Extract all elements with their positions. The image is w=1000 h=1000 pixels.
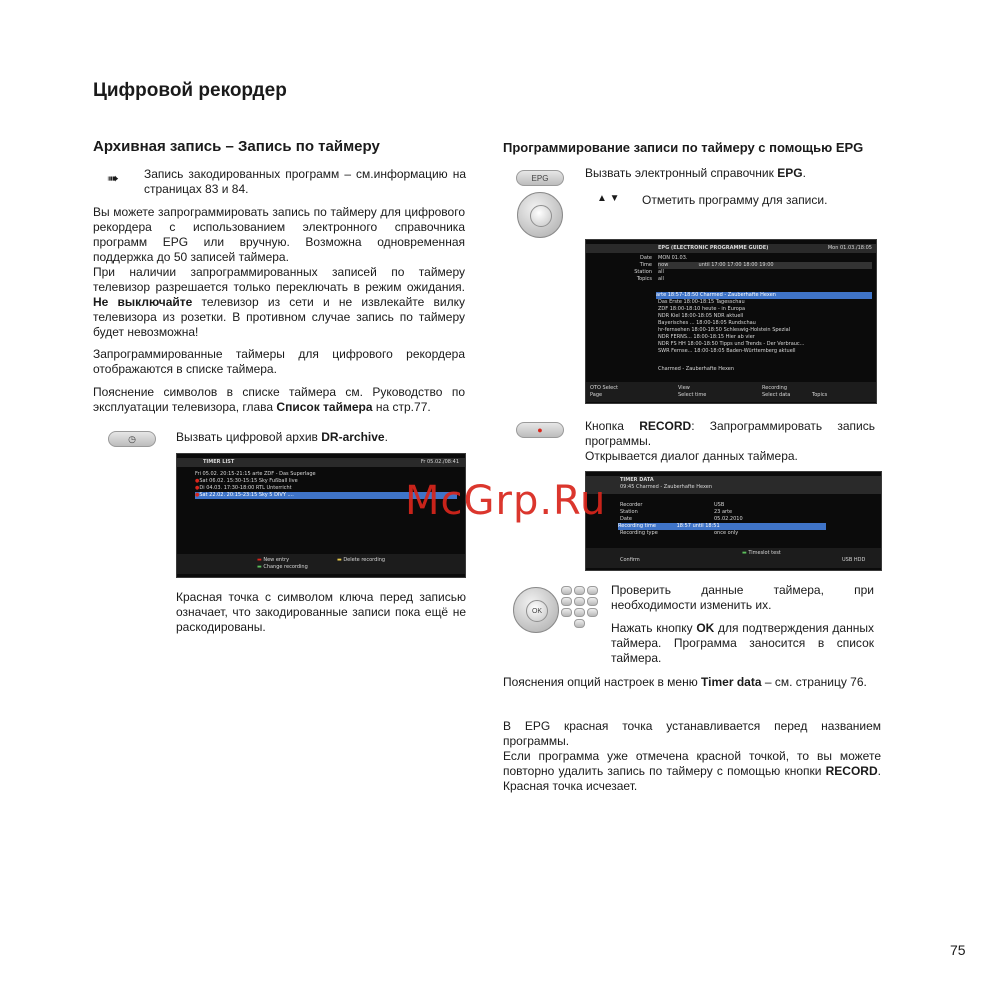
arrow-up-down-icon: ▲ ▼ xyxy=(597,193,620,204)
epg-value-topics[interactable]: all xyxy=(658,276,664,282)
epg-label-date: Date xyxy=(640,255,652,261)
clock-icon: ◷ xyxy=(128,433,136,444)
epg-label-topics: Topics xyxy=(636,276,652,282)
footer-new-entry: ▬ New entry xyxy=(257,557,290,563)
epg-label-station: Station xyxy=(634,269,652,275)
timer-data-label: Station xyxy=(620,509,638,515)
page-number: 75 xyxy=(950,942,966,958)
footer-change: ▬ Change recording xyxy=(257,564,308,570)
epg-footer-page: Page xyxy=(590,392,603,398)
epg-row[interactable]: hr-fernsehen 18:00-18:50 Schleswig-Holstein Spezial xyxy=(658,327,791,333)
record-instruction: Кнопка RECORD: Запрограммировать запись программы. xyxy=(585,419,876,448)
epg-summary: Charmed - Zauberhafte Hexen xyxy=(658,366,735,372)
timer-data-footer-device: USB HDD xyxy=(842,557,866,563)
epg-row[interactable]: ZDF 18:00-18:10 heute - in Europa xyxy=(658,306,746,312)
table-row-selected[interactable]: ●Sat 22.02. 20:15-23:15 Sky 5 DIVY .... xyxy=(195,492,457,499)
final-note-1: В EPG красная точка устанавливается перед названием программы. xyxy=(503,719,881,748)
final-note-2: Если программа уже отмечена красной точкой, то вы можете повторно удалить запись по таймеру с помощью кнопки RECORD. Красная точка исчезает. xyxy=(503,749,881,793)
epg-label-time: Time xyxy=(639,262,652,268)
timer-list-clock: Fr 05.02./08:41 xyxy=(420,459,459,465)
ok-navigation-pad[interactable] xyxy=(513,587,559,633)
archive-instruction: Вызвать цифровой архив DR-archive. xyxy=(176,430,388,444)
epg-row[interactable]: NDR FERNS... 18:00-18:15 Hier ab vier xyxy=(658,334,755,340)
timer-data-value[interactable]: once only xyxy=(714,530,739,536)
timer-data-label: Date xyxy=(620,516,632,522)
record-dialog-note: Открывается диалог данных таймера. xyxy=(585,449,798,463)
epg-row[interactable]: SWR Fernse... 18:00-18:05 Baden-Württemberg aktuell xyxy=(658,348,796,354)
timer-data-value[interactable]: USB xyxy=(714,502,725,508)
number-keypad[interactable] xyxy=(561,586,598,628)
check-instruction: Проверить данные таймера, при необходимости изменить их. xyxy=(611,583,874,612)
timer-data-row-selected[interactable]: Recording time 18:57 until 18:51 xyxy=(618,523,826,530)
archive-button[interactable] xyxy=(108,431,156,447)
watermark-logo: McGrp.Ru xyxy=(405,478,607,524)
timer-data-title: TIMER DATA xyxy=(620,477,654,483)
table-row[interactable]: ●Sat 06.02. 15:30-15:15 Sky Fußball live xyxy=(195,478,298,484)
epg-value-date[interactable]: MON 01.03. xyxy=(658,255,688,261)
timer-list-title: TIMER LIST xyxy=(203,459,235,465)
epg-row[interactable]: Das Erste 18:00-18:15 Tagesschau xyxy=(658,299,745,305)
epg-row[interactable]: Bayerisches ... 18:00-18:05 Rundschau xyxy=(658,320,756,326)
timer-data-subtitle: 09:45 Charmed - Zauberhafte Hexen xyxy=(620,484,712,490)
epg-footer-select: OTO Select xyxy=(590,385,618,391)
epg-screen xyxy=(585,239,877,404)
left-section-heading: Архивная запись – Запись по таймеру xyxy=(93,138,380,155)
options-note: Пояснения опций настроек в меню Timer data – см. страницу 76. xyxy=(503,675,867,689)
paragraph-intro: Вы можете запрограммировать запись по таймеру для цифрового рекордера с использованием электронного справочника программ EPG или вручную. Возможна одновременная поддержка до 50 записей таймера. xyxy=(93,205,465,264)
navigation-pad[interactable] xyxy=(517,192,563,238)
timer-data-footer-test: ▬ Timeslot test xyxy=(742,550,781,556)
caption-red-dot: Красная точка с символом ключа перед записью означает, что закодированные записи пока ещё не раскодированы. xyxy=(176,590,466,634)
page-title: Цифровой рекордер xyxy=(93,80,287,101)
footer-delete: ▬ Delete recording xyxy=(337,557,386,563)
paragraph-standby: При наличии запрограммированных записей по таймеру телевизор разрешается только переключать в режим ожидания. Не выключайте телевизор из сети и не извлекайте вилку телевизора из розетки. В противном случае запись по таймеру будет невозможна! xyxy=(93,265,466,339)
timer-data-label: Recording type xyxy=(620,530,658,536)
epg-footer-view: View xyxy=(678,385,690,391)
epg-button[interactable]: EPG xyxy=(516,170,564,186)
paragraph-symbols: Пояснение символов в списке таймера см. Руководство по эксплуатации телевизора, глава Список таймера на стр.77. xyxy=(93,385,465,414)
paragraph-timer-list: Запрограммированные таймеры для цифрового рекордера отображаются в списке таймера. xyxy=(93,347,465,376)
epg-footer-select-data: Select data xyxy=(762,392,791,398)
table-row[interactable]: ●Di 04.03. 17:30-18:00 RTL Unterricht xyxy=(195,485,292,491)
epg-row[interactable]: NDR Kiel 18:00-18:05 NDR aktuell xyxy=(658,313,744,319)
timer-data-screen xyxy=(585,471,882,571)
right-section-heading: Программирование записи по таймеру с помощью EPG xyxy=(503,140,864,155)
timer-data-label: Recorder xyxy=(620,502,643,508)
record-button[interactable] xyxy=(516,422,564,438)
epg-row-selected[interactable]: arte 18:57-18:50 Charmed - Zauberhafte Hexen xyxy=(656,292,872,299)
epg-footer-topics: Topics xyxy=(812,392,828,398)
epg-value-time[interactable]: now until 17:00 17:00 18:00 19:00 xyxy=(658,262,872,269)
mark-instruction: Отметить программу для записи. xyxy=(642,193,828,207)
timer-data-footer-confirm: Confirm xyxy=(620,557,640,563)
epg-instruction: Вызвать электронный справочник EPG. xyxy=(585,166,806,180)
note-encrypted: Запись закодированных программ – см.информацию на страницах 83 и 84. xyxy=(144,167,466,196)
record-dot-icon: ● xyxy=(537,425,543,435)
epg-clock: Mon 01.03./18:05 xyxy=(827,245,872,251)
epg-footer-recording: Recording xyxy=(762,385,788,391)
ok-key[interactable]: OK xyxy=(526,600,548,622)
epg-value-station[interactable]: all xyxy=(658,269,664,275)
epg-title: EPG (ELECTRONIC PROGRAMME GUIDE) xyxy=(658,245,769,251)
table-row[interactable]: Fri 05.02. 20:15-21:15 arte ZDF - Das Superlage xyxy=(195,471,316,477)
timer-data-value[interactable]: 05.02.2010 xyxy=(714,516,743,522)
timer-data-value[interactable]: 23 arte xyxy=(714,509,733,515)
arrow-right-icon: ➠ xyxy=(107,170,119,186)
epg-footer-select-time: Select time xyxy=(678,392,707,398)
epg-row[interactable]: NDR FS HH 18:00-18:50 Tipps und Trends - Der Verbrauc... xyxy=(658,341,805,347)
ok-instruction: Нажать кнопку OK для подтверждения данных таймера. Программа заносится в список таймера. xyxy=(611,621,874,665)
